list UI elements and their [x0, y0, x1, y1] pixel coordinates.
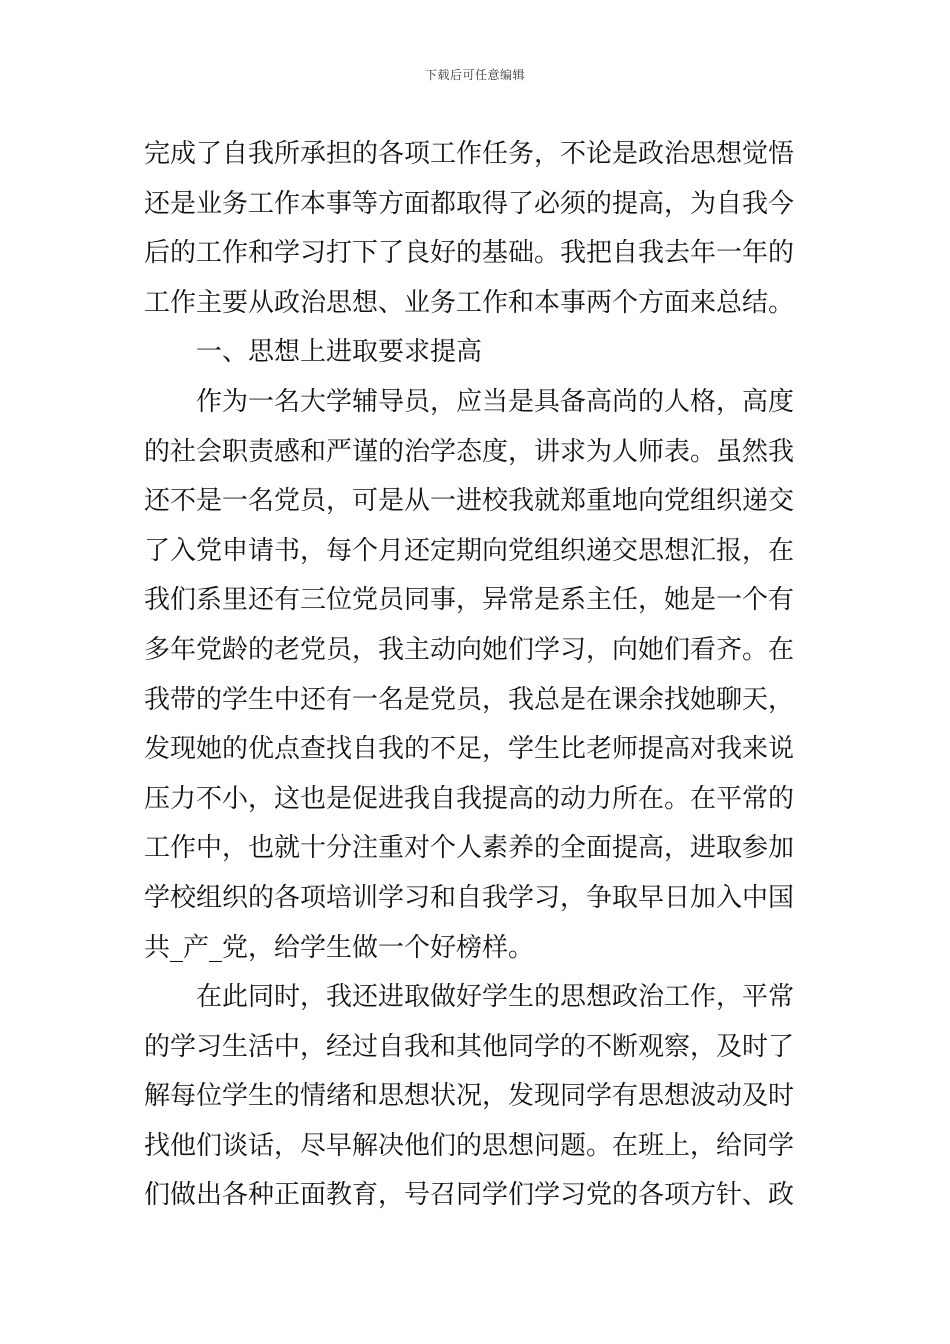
text-line: 压力不小，这也是促进我自我提高的动力所在。在平常的 — [144, 783, 795, 814]
text-line: 工作中，也就十分注重对个人素养的全面提高，进取参加 — [144, 833, 795, 864]
text-line: 工作主要从政治思想、业务工作和本事两个方面来总结。 — [144, 287, 795, 318]
text-line: 找他们谈话，尽早解决他们的思想问题。在班上，给同学 — [144, 1130, 795, 1161]
text-line: 学校组织的各项培训学习和自我学习，争取早日加入中国 — [144, 882, 795, 913]
text-line: 我们系里还有三位党员同事，异常是系主任，她是一个有 — [144, 585, 795, 616]
text-line: 在此同时，我还进取做好学生的思想政治工作，平常 — [196, 982, 795, 1013]
text-line: 的学习生活中，经过自我和其他同学的不断观察，及时了 — [144, 1031, 795, 1062]
text-line: 完成了自我所承担的各项工作任务，不论是政治思想觉悟 — [144, 139, 795, 169]
body-text — [144, 130, 810, 1221]
text-line: 发现她的优点查找自我的不足，学生比老师提高对我来说 — [144, 734, 795, 765]
text-line: 后的工作和学习打下了良好的基础。我把自我去年一年的 — [144, 238, 795, 269]
text-line: 还不是一名党员，可是从一进校我就郑重地向党组织递交 — [144, 486, 795, 517]
text-line: 解每位学生的情绪和思想状况，发现同学有思想波动及时 — [144, 1081, 795, 1112]
text-line: 了入党申请书，每个月还定期向党组织递交思想汇报，在 — [144, 535, 795, 566]
page-header: 下载后可任意编辑 — [424, 68, 525, 82]
text-line: 我带的学生中还有一名是党员，我总是在课余找她聊天， — [144, 684, 795, 715]
text-line: 共_产_党，给学生做一个好榜样。 — [144, 932, 535, 963]
text-line: 作为一名大学辅导员，应当是具备高尚的人格，高度 — [196, 386, 795, 417]
text-line: 多年党龄的老党员，我主动向她们学习，向她们看齐。在 — [144, 634, 795, 665]
text-line: 一、思想上进取要求提高 — [196, 337, 483, 368]
text-line: 们做出各种正面教育，号召同学们学习党的各项方针、政 — [144, 1180, 795, 1211]
text-line: 还是业务工作本事等方面都取得了必须的提高，为自我今 — [144, 188, 795, 219]
text-line: 的社会职责感和严谨的治学态度，讲求为人师表。虽然我 — [144, 436, 795, 467]
